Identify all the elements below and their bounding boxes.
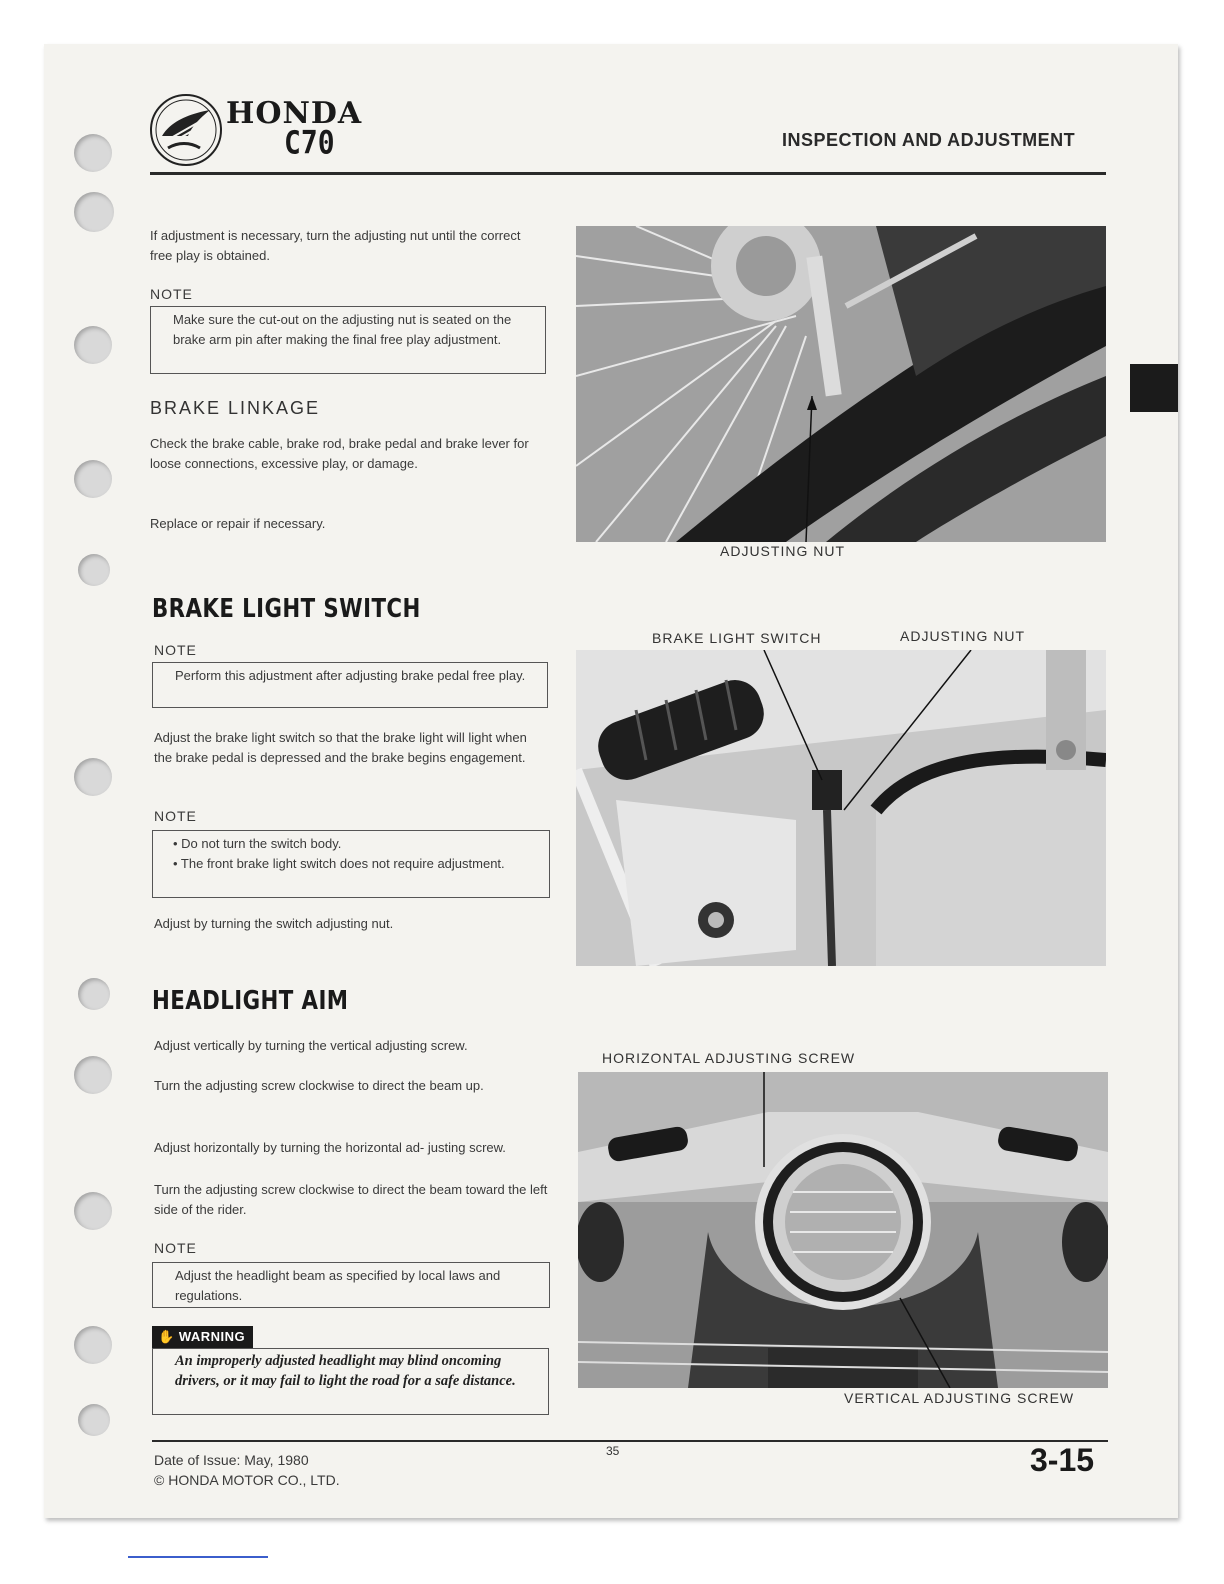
model-name: C70 [284, 123, 335, 162]
note-text: Adjust the headlight beam as specified by local laws and regulations. [175, 1268, 501, 1303]
footer-rule [152, 1440, 1108, 1442]
horizontal-direction-paragraph: Turn the adjusting screw clockwise to direct the beam toward the left side of the rider. [154, 1182, 548, 1217]
warning-hand-icon: ✋ [158, 1329, 175, 1344]
vertical-adjust-paragraph: Adjust vertically by turning the vertical adjusting screw. [154, 1038, 468, 1053]
note-item: • Do not turn the switch body. [173, 836, 342, 851]
page-id: 3-15 [1030, 1442, 1095, 1478]
page-number: 35 [606, 1444, 620, 1458]
adjust-paragraph: If adjustment is necessary, turn the adjusting nut until the correct free play is obtained. [150, 228, 521, 263]
binder-hole [74, 460, 112, 498]
photo3-caption-horizontal-screw: HORIZONTAL ADJUSTING SCREW [602, 1050, 856, 1066]
binder-hole [74, 192, 114, 232]
binder-hole [74, 134, 112, 172]
brake-light-switch-heading: BRAKE LIGHT SWITCH [152, 594, 421, 624]
section-tab-marker [1130, 364, 1178, 412]
switch-paragraph: Adjust the brake light switch so that the brake light will light when the brake pedal is depressed and the brake begins engagement. [154, 730, 527, 765]
photo2-caption-adjusting-nut: ADJUSTING NUT [900, 628, 1025, 644]
warning-box [152, 1348, 549, 1415]
honda-wing-logo [148, 92, 224, 173]
note-text: Make sure the cut-out on the adjusting nut is seated on the brake arm pin after making the final free play adjustment. [173, 312, 512, 347]
note-box [152, 830, 550, 898]
binder-hole [74, 1326, 112, 1364]
switch-adjust-paragraph: Adjust by turning the switch adjusting nut. [154, 916, 394, 931]
note-label: NOTE [154, 808, 197, 824]
binder-hole [74, 326, 112, 364]
replace-paragraph: Replace or repair if necessary. [150, 516, 326, 531]
note-text: Perform this adjustment after adjusting brake pedal free play. [175, 668, 526, 683]
binder-hole [78, 1404, 110, 1436]
horizontal-adjust-paragraph: Adjust horizontally by turning the horizontal ad- justing screw. [154, 1140, 506, 1155]
brand-name: HONDA [226, 96, 363, 131]
header-rule [150, 172, 1106, 175]
note-item: • The front brake light switch does not require adjustment. [173, 856, 505, 871]
warning-label: WARNING [178, 1329, 246, 1344]
note-box [152, 1262, 550, 1308]
headlight-photo [578, 1072, 1108, 1388]
photo2-caption-brake-light-switch: BRAKE LIGHT SWITCH [652, 630, 822, 646]
warning-text: An improperly adjusted headlight may blind oncoming drivers, or it may fail to light the road for a safe distance. [175, 1353, 516, 1389]
brake-linkage-heading: BRAKE LINKAGE [150, 398, 321, 418]
headlight-aim-heading: HEADLIGHT AIM [152, 986, 349, 1016]
note-label: NOTE [150, 286, 193, 302]
underline-mark [128, 1556, 268, 1558]
binder-hole [78, 554, 110, 586]
photo3-caption-vertical-screw: VERTICAL ADJUSTING SCREW [844, 1390, 1075, 1406]
note-box [152, 662, 548, 708]
note-box [150, 306, 546, 374]
binder-hole [74, 1056, 112, 1094]
section-title: INSPECTION AND ADJUSTMENT [782, 130, 1076, 150]
issue-date: Date of Issue: May, 1980 [154, 1452, 309, 1468]
binder-hole [78, 978, 110, 1010]
note-label: NOTE [154, 642, 197, 658]
brake-light-switch-photo [576, 650, 1106, 966]
binder-hole [74, 758, 112, 796]
binder-hole [74, 1192, 112, 1230]
note-label: NOTE [154, 1240, 197, 1256]
photo1-caption-adjusting-nut: ADJUSTING NUT [720, 543, 845, 559]
warning-badge [152, 1326, 253, 1348]
brake-arm-photo [576, 226, 1106, 542]
linkage-paragraph: Check the brake cable, brake rod, brake pedal and brake lever for loose connections, excessive play, or damage. [150, 436, 529, 471]
vertical-direction-paragraph: Turn the adjusting screw clockwise to direct the beam up. [154, 1078, 484, 1093]
copyright: © HONDA MOTOR CO., LTD. [154, 1472, 340, 1488]
